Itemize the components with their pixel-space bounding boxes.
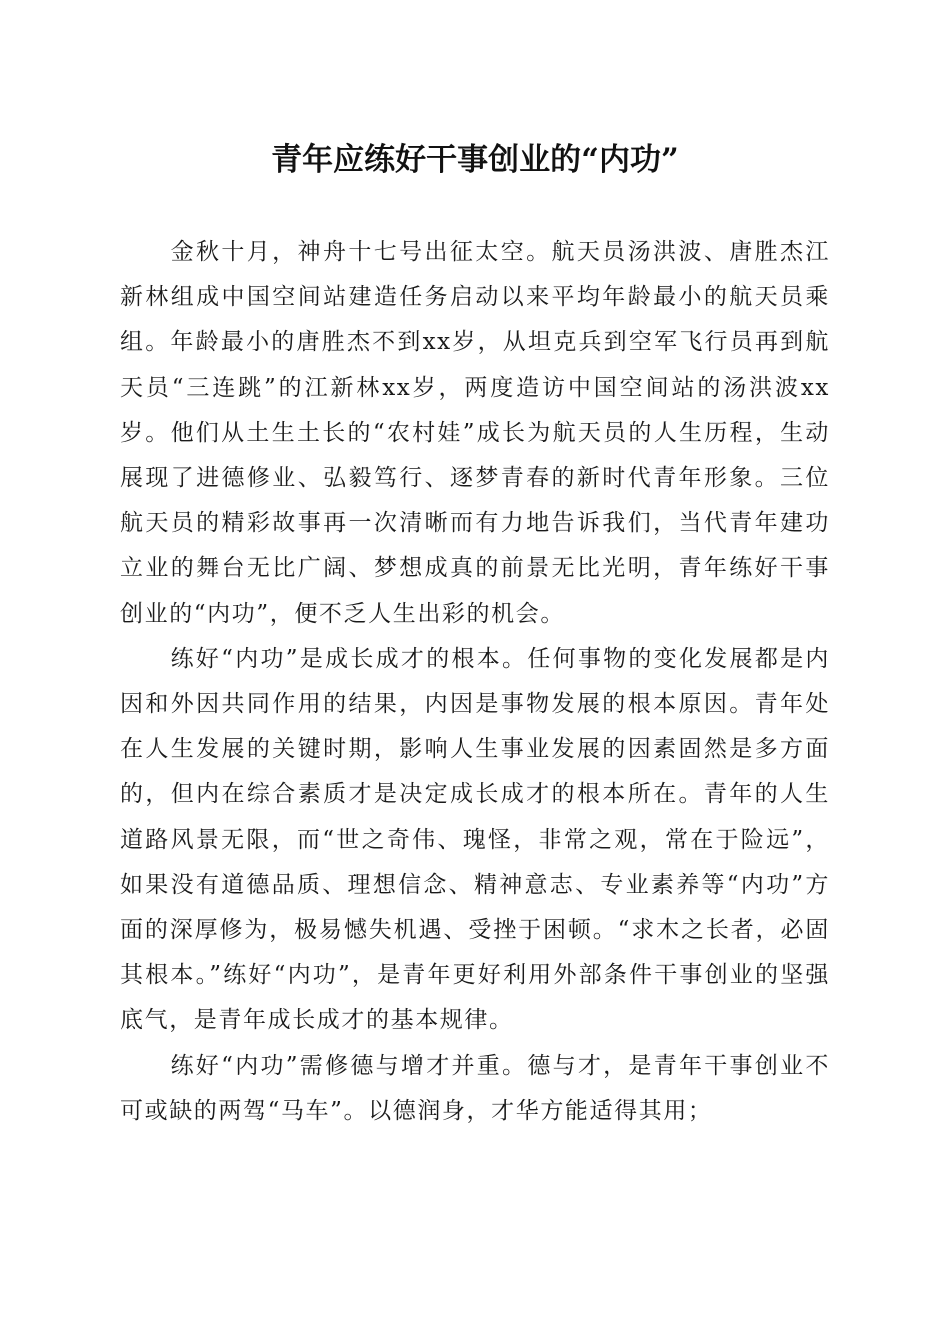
document-title: 青年应练好干事创业的“内功”	[271, 142, 679, 178]
paragraph-3: 练好“内功”需修德与增才并重。德与才，是青年干事创业不可或缺的两驾“马车”。以德润身，才华方能适得其用；	[120, 1052, 830, 1124]
paragraph-1: 金秋十月，神舟十七号出征太空。航天员汤洪波、唐胜杰江新林组成中国空间站建造任务启动以来平均年龄最小的航天员乘组。年龄最小的唐胜杰不到xx岁，从坦克兵到空军飞行员再到航天员“三连跳”的江新林xx岁，两度造访中国空间站的汤洪波xx岁。他们从土生土长的“农村娃”成长为航天员的人生历程，生动展现了进德修业、弘毅笃行、逐梦青春的新时代青年形象。三位航天员的精彩故事再一次清晰而有力地告诉我们，当代青年建功立业的舞台无比广阔、梦想成真的前景无比光明，青年练好干事创业的“内功”，便不乏人生出彩的机会。	[120, 239, 830, 627]
paragraph-2: 练好“内功”是成长成才的根本。任何事物的变化发展都是内因和外因共同作用的结果，内因是事物发展的根本原因。青年处在人生发展的关键时期，影响人生事业发展的因素固然是多方面的，但内在综合素质才是决定成长成才的根本所在。青年的人生道路风景无限，而“世之奇伟、瑰怪，非常之观，常在于险远”，如果没有道德品质、理想信念、精神意志、专业素养等“内功”方面的深厚修为，极易憾失机遇、受挫于困顿。“求木之长者，必固其根本。”练好“内功”，是青年更好利用外部条件干事创业的坚强底气，是青年成长成才的基本规律。	[120, 645, 830, 1034]
document-body	[120, 230, 830, 1134]
